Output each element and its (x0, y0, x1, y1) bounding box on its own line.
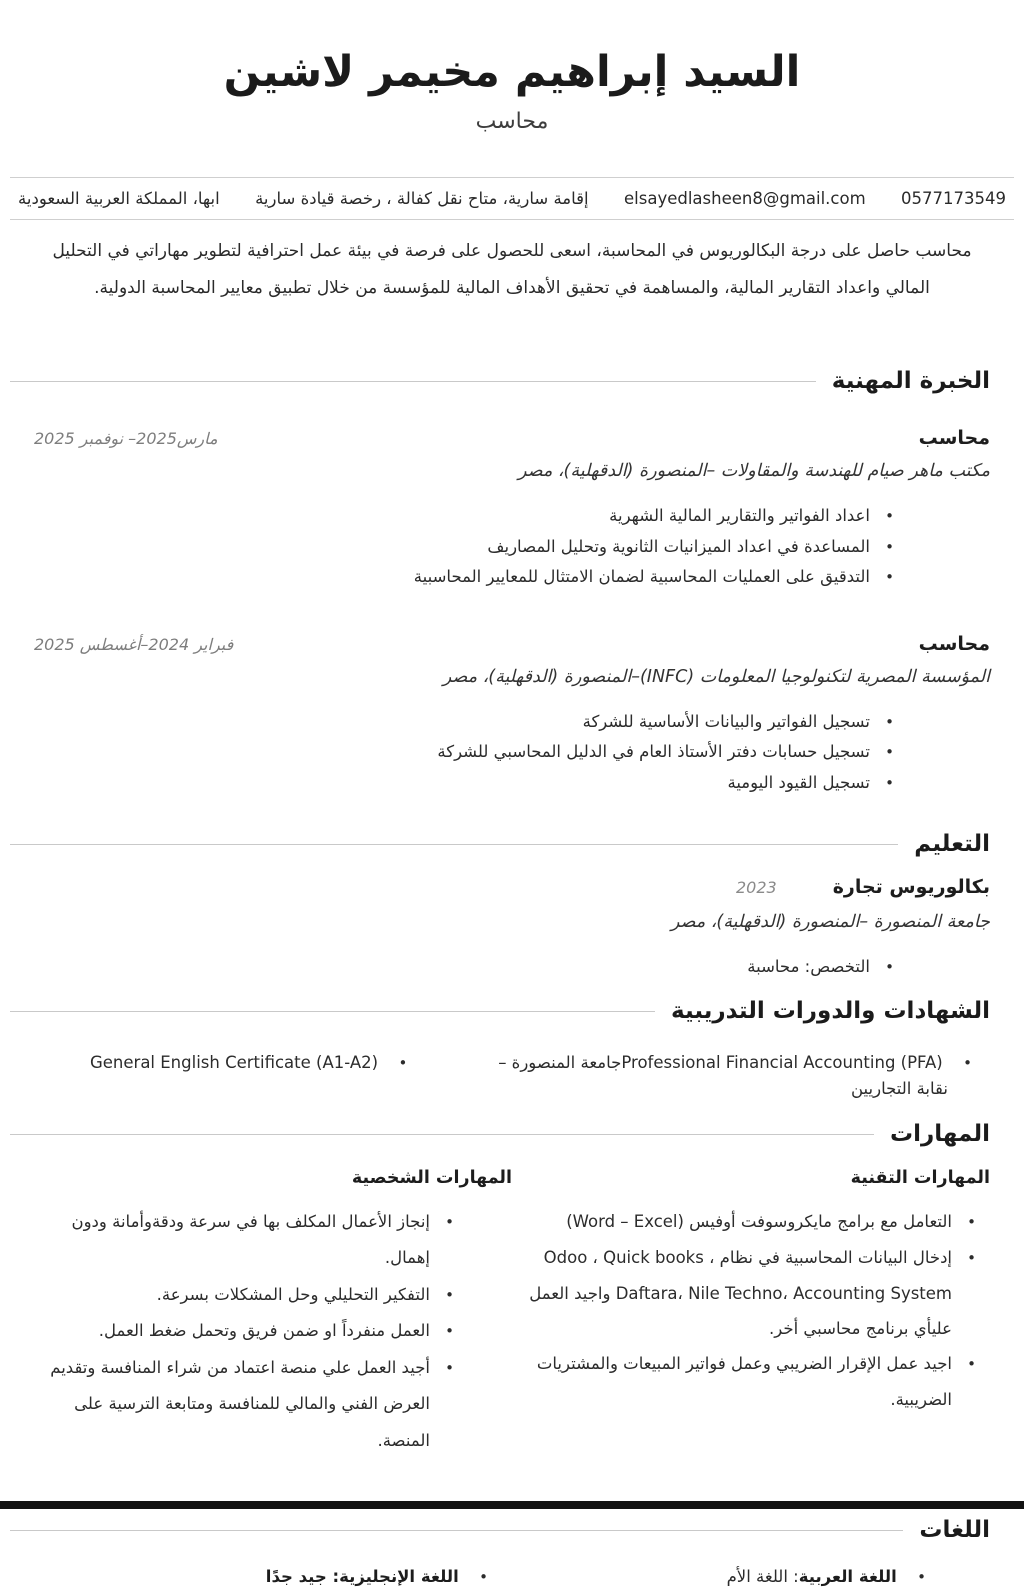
certificates-row (34, 1050, 990, 1102)
education-bullet-list (34, 952, 990, 983)
skills-personal-list (34, 1204, 512, 1460)
certificate-item (483, 1050, 990, 1102)
section-skills-title: المهارات (890, 1120, 990, 1147)
bullet-item: • تسجيل حسابات دفتر الأستاذ العام في الدليل المحاسبي للشركة (34, 737, 894, 768)
bullet-item: • تسجيل القيود اليومية (34, 768, 894, 799)
skills-personal-title: المهارات الشخصية (351, 1167, 512, 1188)
bullet-item: • المساعدة في اعداد الميزانيات الثانوية وتحليل المصاريف (34, 532, 894, 563)
skills-technical-title: المهارات التقنية (850, 1167, 990, 1188)
job-role: محاسب (918, 632, 990, 655)
job-dates: مارس2025– نوفمبر 2025 (34, 429, 218, 448)
section-languages (34, 1514, 990, 1591)
degree-name: بكالوريوس تجارة (832, 876, 990, 898)
person-job-title: محاسب (475, 109, 549, 134)
skills-personal-column (34, 1165, 512, 1460)
degree-row (34, 873, 990, 901)
page-bottom-bar (0, 1501, 1024, 1509)
section-education-title: التعليم (914, 831, 990, 857)
contact-bottom-divider (10, 219, 1014, 220)
certificate-latin-text: General English Certificate (A1-A2) (89, 1052, 379, 1072)
section-skills-header (34, 1118, 990, 1151)
section-certificates-title: الشهادات والدورات التدريبية (671, 997, 990, 1024)
section-languages-header (34, 1514, 990, 1547)
section-experience-title: الخبرة المهنية (831, 368, 990, 394)
job-header (34, 425, 990, 452)
section-rule (10, 1134, 874, 1135)
bullet-item: • إدخال البيانات المحاسبية في نظام Odoo ، Quick books ، Daftara، Nile Techno، Accounting System واجيد العمل عليأي برنامج محاسبي أخر. (512, 1240, 976, 1346)
job-entry (34, 631, 990, 799)
bullet-item: • اجيد عمل الإقرار الضريبي وعمل فواتير المبيعات والمشتريات الضريبية. (512, 1346, 976, 1417)
degree-year: 2023 (735, 878, 777, 897)
bullet-item: • التعامل مع برامج مايكروسوفت أوفيس (Word – Excel) (512, 1204, 976, 1240)
section-rule (10, 1011, 655, 1012)
bullet-item: • اعداد الفواتير والتقارير المالية الشهرية (34, 501, 894, 532)
job-role: محاسب (918, 427, 990, 449)
section-certificates-header (34, 995, 990, 1028)
section-certificates (34, 995, 990, 1102)
job-bullet-list (34, 707, 990, 799)
skills-technical-column (512, 1165, 990, 1460)
job-company: المؤسسة المصرية لتكنولوجيا المعلومات (INFC)–المنصورة (الدقهلية)، مصر (442, 666, 990, 687)
contact-location: ابها، المملكة العربية السعودية (18, 189, 220, 208)
contact-phone: 0577173549 (901, 189, 1006, 208)
skills-technical-list (512, 1204, 990, 1417)
contact-email: elsayedlasheen8@gmail.com (624, 189, 866, 208)
contact-residency: إقامة سارية، متاح نقل كفالة ، رخصة قيادة سارية (255, 189, 589, 208)
bullet-item: • التفكير التحليلي وحل المشكلات بسرعة. (34, 1277, 454, 1314)
contact-row (0, 178, 1024, 219)
section-rule (10, 381, 816, 382)
bullet-item: • أجيد العمل علي منصة اعتماد من شراء المنافسة وتقديم العرض الفني والمالي للمنافسة ومتابعة الترسية على المنصة. (34, 1350, 454, 1460)
person-name: السيد إبراهيم مخيمر لاشين (223, 47, 801, 97)
section-education (34, 828, 990, 983)
bullet-item: • التخصص: محاسبة (34, 952, 894, 983)
job-bullet-list (34, 501, 990, 593)
section-education-header (34, 828, 990, 861)
bullet-item: • تسجيل الفواتير والبيانات الأساسية للشركة (34, 707, 894, 738)
section-rule (10, 844, 898, 845)
job-header (34, 631, 990, 658)
section-experience (34, 365, 990, 798)
profile-summary: محاسب حاصل على درجة البكالوريوس في المحاسبة، اسعى للحصول على فرصة في بيئة عمل احترافية لتطوير مهاراتي في التحليل المالي واعداد التقارير المالية، والمساهمة في تحقيق الأهداف المالية للمؤسسة من خلال تطبيق معايير المحاسبة الدولية. (52, 241, 972, 298)
section-experience-header (34, 365, 990, 398)
certificate-latin-text: Professional Financial Accounting (PFA) (621, 1052, 943, 1072)
language-item (512, 1563, 990, 1591)
bullet-item: • العمل منفرداً او ضمن فريق وتحمل ضغط العمل. (34, 1313, 454, 1350)
skills-grid (34, 1165, 990, 1460)
school-name: جامعة المنصورة –المنصورة (الدقهلية)، مصر (671, 912, 990, 932)
language-level: : جيد جدًا (265, 1567, 340, 1586)
job-dates: فبراير 2024–أغسطس 2025 (34, 634, 234, 654)
section-rule (10, 1530, 903, 1531)
language-name: اللغة الإنجليزية (339, 1567, 459, 1586)
bullet-item: • التدقيق على العمليات المحاسبية لضمان الامتثال للمعايير المحاسبية (34, 562, 894, 593)
language-level: : اللغة الأم (726, 1567, 799, 1586)
job-entry (34, 425, 990, 593)
languages-row (34, 1563, 990, 1591)
job-company: مكتب ماهر صيام للهندسة والمقاولات –المنصورة (الدقهلية)، مصر (518, 461, 990, 481)
certificate-arabic-text: جامعة المنصورة – نقابة التجاريين (498, 1052, 948, 1098)
language-name: اللغة العربية (798, 1567, 897, 1586)
section-languages-title: اللغات (919, 1517, 990, 1543)
bullet-item: • إنجاز الأعمال المكلف بها في سرعة ودقةوأمانة ودون إهمال. (34, 1204, 454, 1277)
section-skills (34, 1118, 990, 1460)
certificate-item (34, 1050, 483, 1102)
language-item (34, 1563, 512, 1591)
